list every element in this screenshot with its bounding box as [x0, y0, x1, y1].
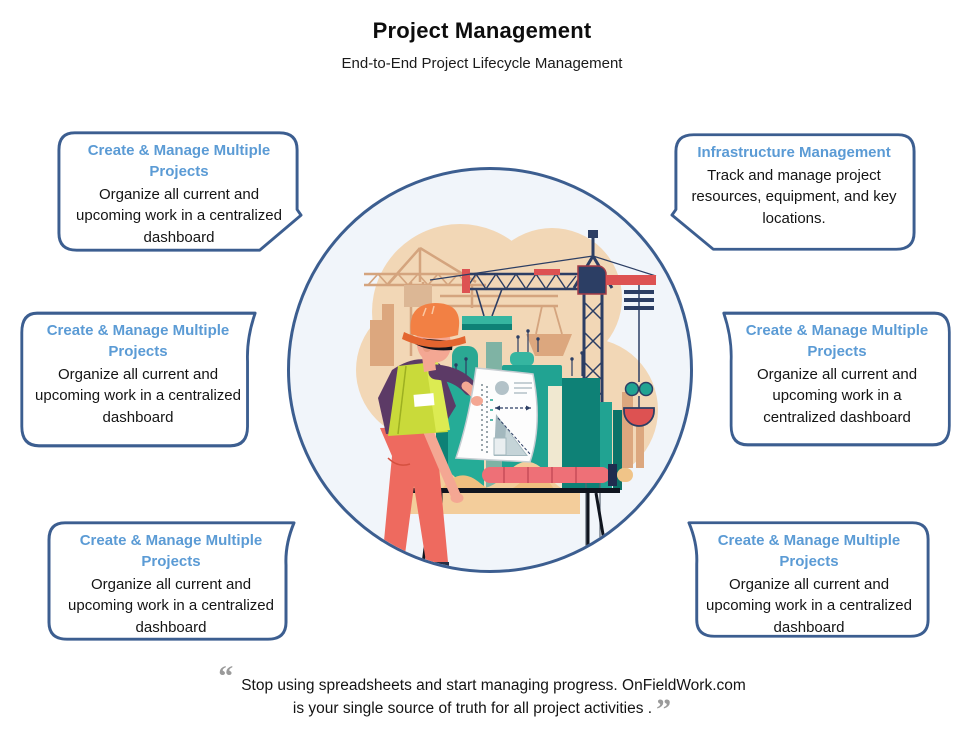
callout-body: Organize all current and upcoming work in a centralized dashboard — [756, 366, 918, 426]
worker-hand-upper — [471, 396, 483, 406]
callout-middle-right — [721, 310, 953, 448]
callout-bottom-left — [45, 520, 297, 642]
callout-body: Organize all current and upcoming work in a centralized dashboard — [35, 366, 241, 426]
callout-top-left — [55, 130, 303, 253]
callout-top-right — [670, 132, 918, 252]
worker-shoe-left — [372, 562, 405, 570]
red-pipe — [482, 464, 633, 486]
callout-body: Track and manage project resources, equipment, and key locations. — [691, 167, 897, 227]
construction-illustration — [290, 170, 690, 570]
callout-heading: Create & Manage Multiple Projects — [745, 322, 929, 360]
page-subtitle: End-to-End Project Lifecycle Management — [341, 55, 623, 72]
callout-body: Organize all current and upcoming work in a centralized dashboard — [76, 186, 282, 246]
callout-bottom-right — [686, 520, 932, 639]
central-illustration-circle — [287, 167, 693, 573]
callout-body: Organize all current and upcoming work in a centralized dashboard — [706, 576, 912, 636]
callout-body: Organize all current and upcoming work in a centralized dashboard — [68, 576, 274, 636]
callout-middle-left — [18, 310, 258, 449]
callout-heading: Create & Manage Multiple Projects — [46, 322, 230, 360]
header — [0, 18, 964, 72]
callout-heading: Create & Manage Multiple Projects — [79, 532, 263, 570]
callout-heading: Infrastructure Management — [697, 144, 891, 161]
quote-line-1: Stop using spreadsheets and start managing progress. OnFieldWork.com — [241, 677, 746, 694]
blueprint-logo-circle — [495, 381, 509, 395]
callout-heading: Create & Manage Multiple Projects — [87, 142, 271, 180]
quote-line-2: is your single source of truth for all project activities . — [292, 700, 653, 718]
callout-heading: Create & Manage Multiple Projects — [717, 532, 901, 570]
vest-badge — [414, 393, 435, 407]
worker-hand-lower — [451, 493, 464, 503]
crane-counterweight — [404, 285, 432, 307]
page-title: Project Management — [372, 18, 592, 43]
worker-shoe-right — [416, 562, 449, 570]
hanging-platform — [462, 316, 512, 330]
footer-quote: “ Stop using spreadsheets and start managing progress. OnFieldWork.com is your single source of truth for all project activities . ” — [218, 660, 746, 727]
